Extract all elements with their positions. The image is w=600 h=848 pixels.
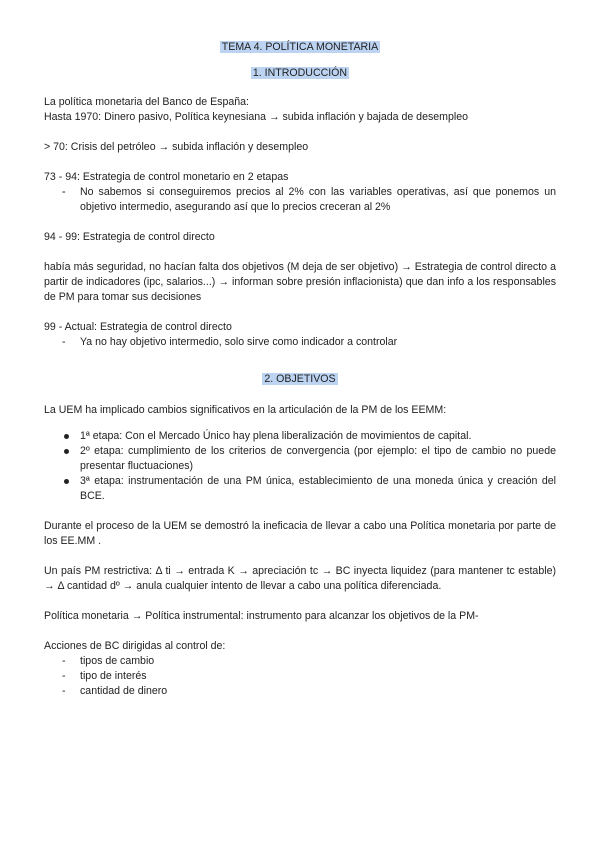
intro-paragraph-99-actual: 99 - Actual: Estrategia de control directo xyxy=(44,321,232,333)
intro-paragraph-70: > 70: Crisis del petróleo → subida inflación y desempleo xyxy=(44,141,309,153)
list-item: - tipo de interés xyxy=(62,669,556,684)
dash-list-99-actual xyxy=(44,335,556,350)
objetivos-paragraph-ineficacia: Durante el proceso de la UEM se demostró la ineficacia de llevar a cabo una Política monetaria por parte de los EE.MM . xyxy=(44,520,556,547)
section-2-heading-line xyxy=(44,372,556,387)
dash-list-73-94 xyxy=(44,185,556,215)
objetivos-paragraph-instrumental: Política monetaria → Política instrumental: instrumento para alcanzar los objetivos de la PM- xyxy=(44,610,479,622)
intro-paragraph-94-99: 94 - 99: Estrategia de control directo xyxy=(44,231,215,243)
intro-line-1: La política monetaria del Banco de España: xyxy=(44,96,249,108)
list-item: 3ª etapa: instrumentación de una PM única, establecimiento de una moneda única y creación del BCE. xyxy=(62,474,556,504)
objetivos-paragraph-uem: La UEM ha implicado cambios significativos en la articulación de la PM de los EEMM: xyxy=(44,404,447,416)
intro-paragraph-seguridad: había más seguridad, no hacían falta dos objetivos (M deja de ser objetivo) → Estrategia de control directo a partir de indicadores (ipc, salarios...) → informan sobre presión inflacionista) que dan info a los responsables de PM para tomar sus decisiones xyxy=(44,261,556,303)
intro-paragraph-73-94: 73 - 94: Estrategia de control monetario en 2 etapas xyxy=(44,171,289,183)
list-item: - No sabemos si conseguiremos precios al 2% con las variables operativas, así que ponemos un objetivo intermedio, asegurando así que lo precios creceran al 2% xyxy=(62,185,556,215)
objetivos-paragraph-restrictiva: Un país PM restrictiva: Δ ti → entrada K → apreciación tc → BC inyecta liquidez (para mantener tc estable) → Δ cantidad dº → anula cualquier intento de llevar a cabo una política diferenciada. xyxy=(44,565,556,592)
list-item: - Ya no hay objetivo intermedio, solo sirve como indicador a controlar xyxy=(62,335,556,350)
section-1-heading: 1. INTRODUCCIÓN xyxy=(252,67,348,79)
objetivos-paragraph-acciones: Acciones de BC dirigidas al control de: xyxy=(44,640,226,652)
section-2-heading: 2. OBJETIVOS xyxy=(264,373,336,385)
intro-line-2: Hasta 1970: Dinero pasivo, Política keynesiana → subida inflación y bajada de desempleo xyxy=(44,111,469,123)
document-title: TEMA 4. POLÍTICA MONETARIA xyxy=(221,41,379,53)
bullet-list-etapas xyxy=(44,429,556,504)
section-1-heading-line xyxy=(44,66,556,81)
list-item: - tipos de cambio xyxy=(62,654,556,669)
list-item: - cantidad de dinero xyxy=(62,684,556,699)
list-item: 1ª etapa: Con el Mercado Único hay plena liberalización de movimientos de capital. xyxy=(62,429,556,444)
list-item: 2º etapa: cumplimiento de los criterios de convergencia (por ejemplo: el tipo de cambio no puede presentar fluctuaciones) xyxy=(62,444,556,474)
dash-list-acciones xyxy=(44,654,556,699)
document-title-line xyxy=(44,40,556,55)
